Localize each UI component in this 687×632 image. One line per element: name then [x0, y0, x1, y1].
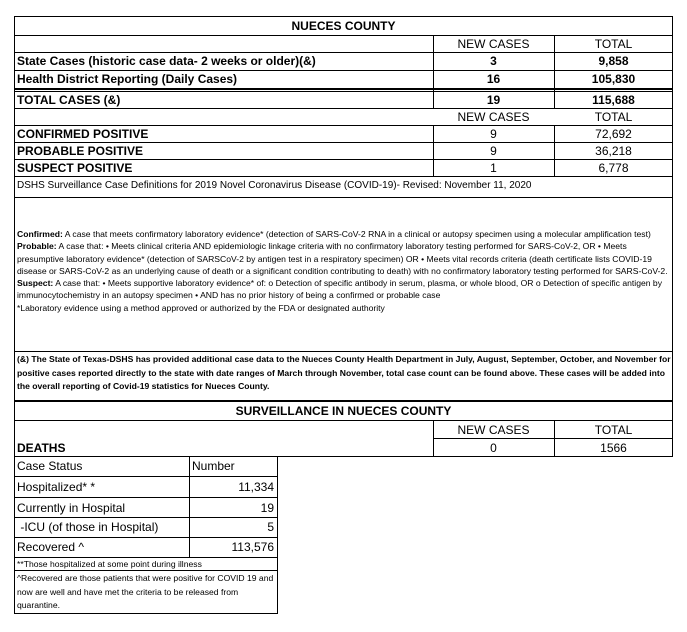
- divider: [14, 537, 278, 538]
- recovered-footnote: ^Recovered are those patients that were positive for COVID 19 and now are well and have met the criteria to be released from quarantine.: [17, 573, 274, 610]
- column-header-total-3: TOTAL: [594, 423, 633, 437]
- divider: [14, 159, 673, 160]
- confirmed-positive-label: CONFIRMED POSITIVE: [17, 127, 149, 141]
- definition-probable: [17, 240, 671, 277]
- recovered-label: Recovered ^: [17, 540, 84, 554]
- row-label-health-district: Health District Reporting (Daily Cases): [17, 72, 238, 86]
- suspect-positive-total: 6,778: [598, 161, 629, 175]
- currently-in-hospital-label: Currently in Hospital: [17, 501, 126, 515]
- currently-in-hospital-value: 19: [260, 501, 274, 515]
- column-header-total-2: TOTAL: [594, 110, 633, 124]
- total-cases-total: 115,688: [592, 93, 635, 107]
- state-data-note: (&) The State of Texas-DSHS has provided additional case data to the Nueces County Health Department in July, August, September, October, and November for positive cases reported directly to the state with date ranges of March through November, total case count can be found above. These cases will be added into the overall reporting of Covid-19 statistics for Nueces County.: [17, 354, 671, 391]
- suspect-positive-label: SUSPECT POSITIVE: [17, 161, 133, 175]
- recovered-value: 113,576: [231, 540, 274, 554]
- divider: [14, 142, 673, 143]
- column-header-new-cases-3: NEW CASES: [457, 423, 530, 437]
- column-header-new-cases: NEW CASES: [457, 37, 530, 51]
- hospitalized-footnote: **Those hospitalized at some point during illness: [17, 559, 202, 569]
- row-label-state-cases: State Cases (historic case data- 2 weeks or older)(&): [17, 54, 316, 68]
- hospitalized-label: Hospitalized* *: [17, 480, 96, 494]
- column-header-new-cases-2: NEW CASES: [457, 110, 530, 124]
- divider: [14, 420, 673, 421]
- divider: [14, 35, 673, 36]
- case-status-header-label: Case Status: [17, 459, 83, 473]
- divider: [14, 176, 673, 177]
- row-total-health-district: 105,830: [591, 72, 636, 86]
- definition-suspect: [17, 277, 671, 302]
- divider: [14, 52, 673, 53]
- column-header-total: TOTAL: [594, 37, 633, 51]
- divider: [433, 438, 673, 439]
- deaths-label: DEATHS: [17, 441, 66, 455]
- row-new-health-district: 16: [486, 72, 501, 86]
- deaths-total: 1566: [600, 441, 627, 455]
- probable-positive-label: PROBABLE POSITIVE: [17, 144, 144, 158]
- divider: [14, 88, 673, 90]
- divider: [14, 476, 278, 477]
- definition-term: Suspect:: [17, 278, 54, 289]
- icu-value: 5: [267, 520, 274, 534]
- page-title: NUECES COUNTY: [291, 19, 396, 33]
- confirmed-positive-new: 9: [490, 127, 497, 141]
- row-total-state-cases: 9,858: [598, 54, 629, 68]
- divider: [14, 108, 673, 109]
- suspect-positive-new: 1: [490, 161, 497, 175]
- definition-term: Probable:: [17, 241, 57, 252]
- total-cases-label: TOTAL CASES (&): [17, 93, 121, 107]
- confirmed-positive-total: 72,692: [595, 127, 632, 141]
- divider: [14, 70, 673, 71]
- definition-text: A case that meets confirmatory laboratory evidence* (detection of SARS-CoV-2 RNA in a clinical or autopsy specimen using a molecular amplification test): [62, 229, 651, 239]
- divider: [14, 517, 278, 518]
- definition-text: A case that: • Meets clinical criteria AND epidemiologic linkage criteria with no confirmatory laboratory testing performed for SARS-CoV-2, OR • Meets presumptive laboratory evidence* (detection of SARSCoV-2 by antigen test in a respiratory specimen) OR • Meets vital records criteria (death certificate lists COVID-19 disease or SARS-CoV-2 as an underlying cause of death or a significant condition contributing to death) with no confirmatory laboratory testing performed for SARS-CoV-2.: [17, 241, 668, 276]
- total-cases-new: 19: [486, 93, 501, 107]
- divider: [14, 557, 278, 558]
- hospitalized-value: 11,334: [238, 480, 274, 494]
- divider: [14, 570, 278, 571]
- divider: [14, 197, 673, 198]
- dshs-definitions-line: DSHS Surveillance Case Definitions for 2019 Novel Coronavirus Disease (COVID-19)- Revised: November 11, 2020: [17, 180, 532, 191]
- probable-positive-new: 9: [490, 144, 497, 158]
- definition-confirmed: [17, 228, 671, 240]
- case-status-header-value: Number: [192, 459, 235, 473]
- lab-evidence-note: *Laboratory evidence using a method approved or authorized by the FDA or designated authority: [17, 302, 385, 313]
- surveillance-title: SURVEILLANCE IN NUECES COUNTY: [235, 404, 452, 418]
- divider: [14, 91, 673, 92]
- divider: [14, 351, 673, 352]
- deaths-new: 0: [490, 441, 497, 455]
- definition-text: A case that: • Meets supportive laboratory evidence* of: o Detection of specific antibody in serum, plasma, or whole blood, OR o Detection of specific antigen by immunocytochemistry in an autopsy specimen • AND has no prior history of being a confirmed or probable case: [17, 278, 663, 301]
- row-new-state-cases: 3: [490, 54, 497, 68]
- definition-term: Confirmed:: [17, 229, 63, 239]
- divider: [14, 497, 278, 498]
- divider: [14, 125, 673, 126]
- case-definitions: [17, 228, 671, 314]
- probable-positive-total: 36,218: [595, 144, 632, 158]
- icu-label: -ICU (of those in Hospital): [17, 520, 159, 534]
